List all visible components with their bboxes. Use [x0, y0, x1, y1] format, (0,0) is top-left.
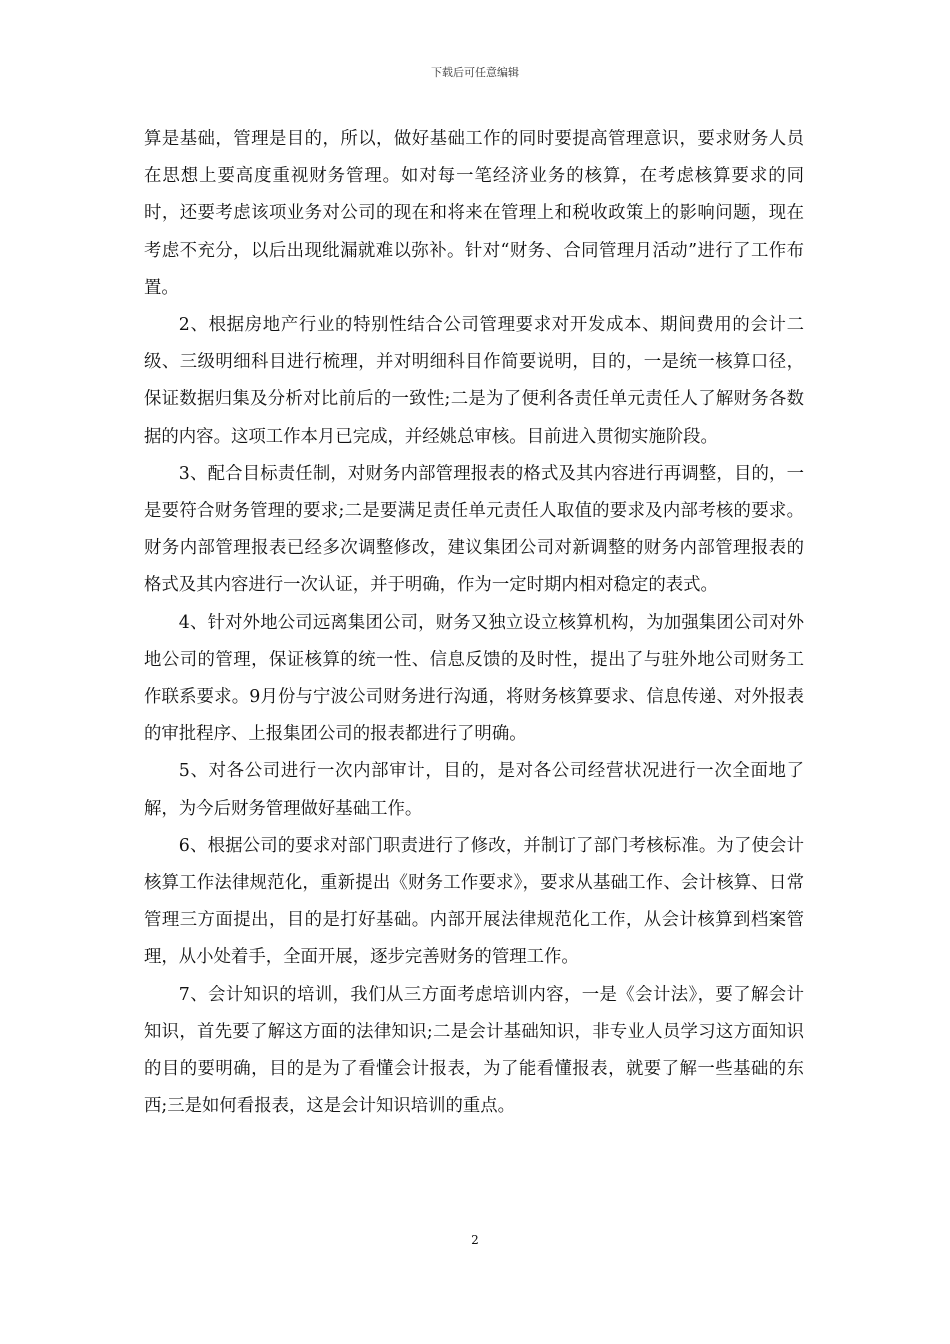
paragraph-item-6: 6、根据公司的要求对部门职责进行了修改，并制订了部门考核标准。为了使会计核算工作法律规范化，重新提出《财务工作要求》，要求从基础工作、会计核算、日常管理三方面提出，目的是打好基础。内部开展法律规范化工作，从会计核算到档案管理，从小处着手，全面开展，逐步完善财务的管理工作。: [144, 835, 804, 968]
paragraph-continuation: 算是基础，管理是目的，所以，做好基础工作的同时要提高管理意识，要求财务人员在思想上要高度重视财务管理。如对每一笔经济业务的核算，在考虑核算要求的同时，还要考虑该项业务对公司的现在和将来在管理上和税收政策上的影响问题，现在考虑不充分，以后出现纰漏就难以弥补。针对“财务、合同管理月活动”进行了工作布置。: [144, 129, 804, 298]
paragraph-item-2: 2、根据房地产行业的特别性结合公司管理要求对开发成本、期间费用的会计二级、三级明细科目进行梳理，并对明细科目作简要说明，目的，一是统一核算口径，保证数据归集及分析对比前后的一致性;二是为了便利各责任单元责任人了解财务各数据的内容。这项工作本月已完成，并经姚总审核。目前进入贯彻实施阶段。: [144, 315, 804, 447]
paragraph-item-7: 7、会计知识的培训，我们从三方面考虑培训内容，一是《会计法》，要了解会计知识，首先要了解这方面的法律知识;二是会计基础知识，非专业人员学习这方面知识的目的要明确，目的是为了看懂会计报表，为了能看懂报表，就要了解一些基础的东西;三是如何看报表，这是会计知识培训的重点。: [144, 984, 804, 1117]
page-header: 下载后可任意编辑: [431, 66, 519, 79]
paragraph-item-5: 5、对各公司进行一次内部审计，目的，是对各公司经营状况进行一次全面地了解，为今后财务管理做好基础工作。: [144, 761, 804, 819]
page-number: 2: [471, 1233, 479, 1247]
paragraph-item-3: 3、配合目标责任制，对财务内部管理报表的格式及其内容进行再调整，目的，一是要符合财务管理的要求;二是要满足责任单元责任人取值的要求及内部考核的要求。财务内部管理报表已经多次调整修改，建议集团公司对新调整的财务内部管理报表的格式及其内容进行一次认证，并于明确，作为一定时期内相对稳定的表式。: [144, 463, 804, 596]
document-body: [144, 121, 804, 1125]
paragraph-item-4: 4、针对外地公司远离集团公司，财务又独立设立核算机构，为加强集团公司对外地公司的管理，保证核算的统一性、信息反馈的及时性，提出了与驻外地公司财务工作联系要求。9月份与宁波公司财务进行沟通，将财务核算要求、信息传递、对外报表的审批程序、上报集团公司的报表都进行了明确。: [144, 612, 804, 745]
